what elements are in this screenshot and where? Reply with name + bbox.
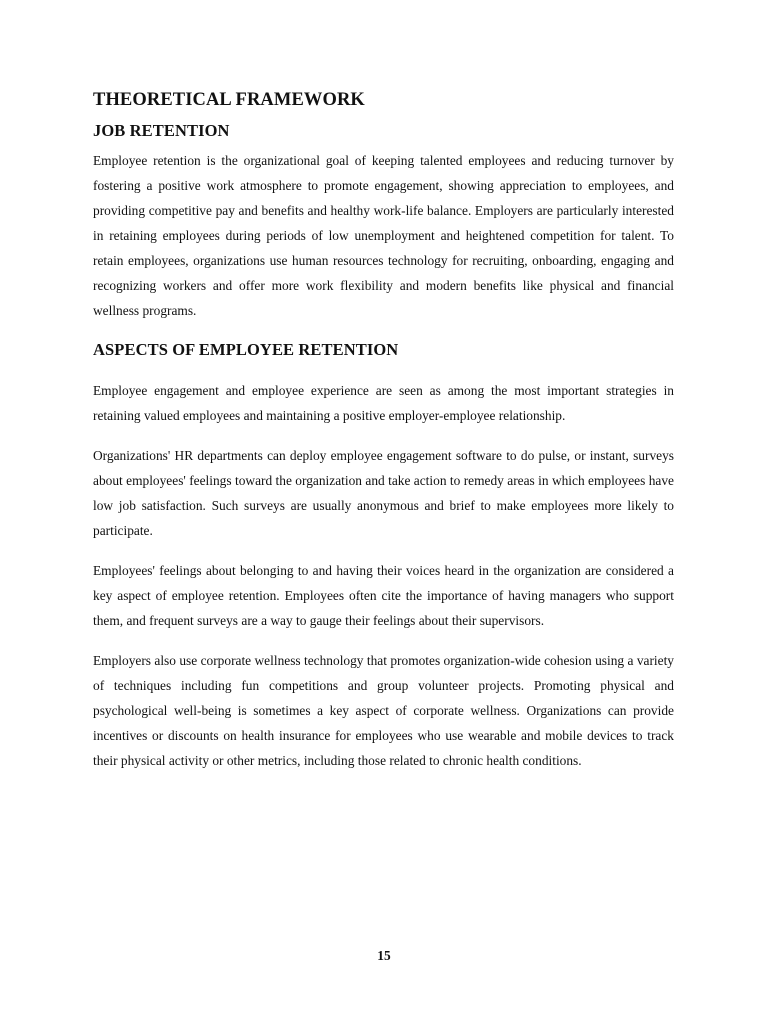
paragraph-belonging: Employees' feelings about belonging to and having their voices heard in the organization are considered a key aspect of employee retention. Employees often cite the importance of having managers who support them, and frequent surveys are a way to gauge their feelings about their supervisors.: [93, 563, 674, 628]
section-heading-aspects: ASPECTS OF EMPLOYEE RETENTION: [93, 340, 399, 359]
page-number: 15: [377, 948, 391, 963]
paragraph-job-retention: Employee retention is the organizational goal of keeping talented employees and reducing turnover by fostering a positive work atmosphere to promote engagement, showing appreciation to employees, and providing competitive pay and benefits and healthy work-life balance. Employers are particularly interested in retaining employees during periods of low unemployment and heightened competition for talent. To retain employees, organizations use human resources technology for recruiting, onboarding, engaging and recognizing workers and offer more work flexibility and modern benefits like physical and financial wellness programs.: [93, 153, 674, 318]
paragraph-engagement: Employee engagement and employee experience are seen as among the most important strategies in retaining valued employees and maintaining a positive employer-employee relationship.: [93, 383, 674, 423]
paragraph-wellness: Employers also use corporate wellness technology that promotes organization-wide cohesion using a variety of techniques including fun competitions and group volunteer projects. Promoting physical and psychological well-being is sometimes a key aspect of corporate wellness. Organizations can provide incentives or discounts on health insurance for employees who use wearable and mobile devices to track their physical activity or other metrics, including those related to chronic health conditions.: [93, 653, 674, 768]
page-content: [93, 88, 674, 773]
section-heading-job-retention: JOB RETENTION: [93, 121, 230, 140]
paragraph-hr-surveys: Organizations' HR departments can deploy employee engagement software to do pulse, or instant, surveys about employees' feelings toward the organization and take action to remedy areas in which employees have low job satisfaction. Such surveys are usually anonymous and brief to make employees more likely to participate.: [93, 448, 674, 538]
document-title: THEORETICAL FRAMEWORK: [93, 90, 365, 110]
